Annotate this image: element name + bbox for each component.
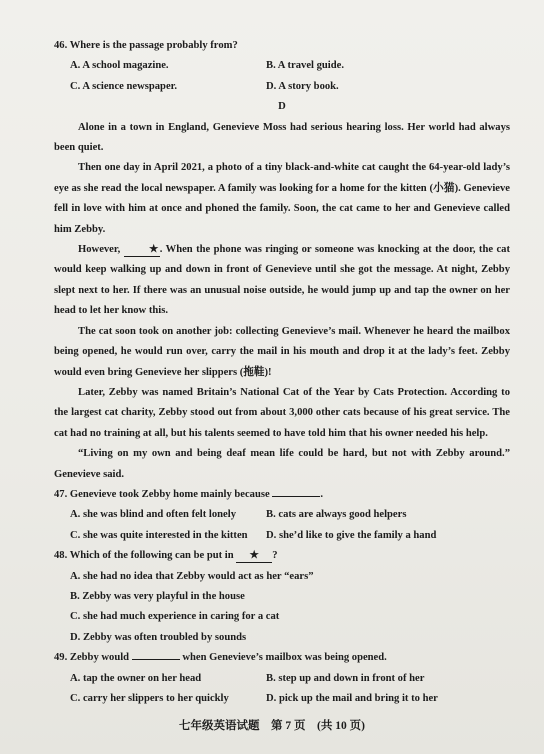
passage-paragraph-4: The cat soon took on another job: collecting Genevieve’s mail. Whenever he heard the mailbox being opened, he would run over, carry the mail in his mouth and drop it at the lady’s feet. Zebby would even bring Genevieve her slippers (拖鞋)! (54, 325, 510, 378)
question-48-option-b[interactable]: B. Zebby was very playful in the house (70, 590, 245, 602)
question-47-stem (54, 485, 510, 505)
passage-paragraph-5: Later, Zebby was named Britain’s National Cat of the Year by Cats Protection. According to the largest cat charity, Zebby stood out from about 3,000 other cats because of his great service. The cat had no training at all, but his talents seemed to have told him that his owner needed his help. (54, 386, 510, 439)
question-49-option-b[interactable]: B. step up and down in front of her (266, 672, 425, 684)
question-48-stem-text: 48. Which of the following can be put in (54, 550, 234, 562)
passage-paragraph-6: “Living on my own and being deaf mean life could be hard, but not with Zebby around.” Genevieve said. (54, 448, 510, 480)
question-48-option-a[interactable]: A. she had no idea that Zebby would act as her “ears” (70, 570, 314, 582)
question-47-options-row-2 (54, 526, 510, 546)
star-blank: ★ (124, 244, 160, 257)
question-48-option-c[interactable]: C. she had much experience in caring for a cat (70, 611, 280, 623)
question-49-blank (132, 659, 180, 660)
question-47-option-d[interactable]: D. she’d like to give the family a hand (266, 529, 437, 541)
passage-paragraph-3 (54, 240, 510, 322)
question-49-option-a[interactable]: A. tap the owner on her head (70, 672, 202, 684)
question-49-option-d[interactable]: D. pick up the mail and bring it to her (266, 693, 438, 704)
question-47-stem-text: 47. Genevieve took Zebby home mainly because (54, 488, 270, 500)
question-47-option-a[interactable]: A. she was blind and often felt lonely (70, 509, 236, 521)
question-46-stem: 46. Where is the passage probably from? (54, 40, 238, 51)
passage-paragraph-2: Then one day in April 2021, a photo of a tiny black-and-white cat caught the 64-year-old lady’s eye as she read the local newspaper. A family was looking for a home for the kitten (小猫). Genevieve fell in love with him at once and phoned the family. Soon, the cat came to her and Genevieve called him Zebby. (54, 162, 510, 235)
passage-paragraph-1: Alone in a town in England, Genevieve Moss had serious hearing loss. Her world had always been quiet. (54, 121, 510, 154)
question-49-option-c[interactable]: C. carry her slippers to her quickly (70, 693, 229, 704)
page-footer: 七年级英语试题 第 7 页 (共 10 页) (179, 720, 365, 732)
question-48-star-blank: ★ (236, 550, 272, 563)
question-47-option-c[interactable]: C. she was quite interested in the kitten (70, 529, 248, 541)
question-49-options-row-2 (54, 689, 510, 709)
section-letter: D (278, 101, 286, 113)
passage-paragraph-3-rest: . When the phone was ringing or someone was knocking at the door, the cat would keep walking up and down in front of Genevieve until she got the message. At night, Zebby slept next to her. If there was an unusual noise outside, he would jump up and tap the owner on her head to let her know this. (54, 244, 510, 317)
question-46-option-d[interactable]: D. A story book. (266, 80, 339, 92)
question-47-blank (272, 496, 320, 497)
question-46-option-b[interactable]: B. A travel guide. (266, 60, 344, 72)
question-48-stem-end: ? (272, 550, 278, 562)
passage-paragraph-3-start: However, (78, 244, 121, 256)
question-49-stem (54, 648, 510, 668)
page-content (54, 36, 510, 709)
question-48-option-d[interactable]: D. Zebby was often troubled by sounds (70, 631, 247, 643)
question-47-stem-end: . (320, 488, 324, 500)
question-46-option-a[interactable]: A. A school magazine. (70, 60, 169, 72)
question-48-stem (54, 546, 510, 566)
question-46-option-c[interactable]: C. A science newspaper. (70, 80, 178, 92)
question-49-stem-end: when Genevieve’s mailbox was being opened. (182, 652, 387, 664)
question-46-options-row-1 (54, 56, 510, 76)
question-49-stem-text: 49. Zebby would (54, 652, 130, 664)
question-47-option-b[interactable]: B. cats are always good helpers (266, 509, 407, 521)
question-47-options-row-1 (54, 505, 510, 525)
question-49-options-row-1 (54, 669, 510, 689)
question-46-options-row-2 (54, 77, 510, 97)
